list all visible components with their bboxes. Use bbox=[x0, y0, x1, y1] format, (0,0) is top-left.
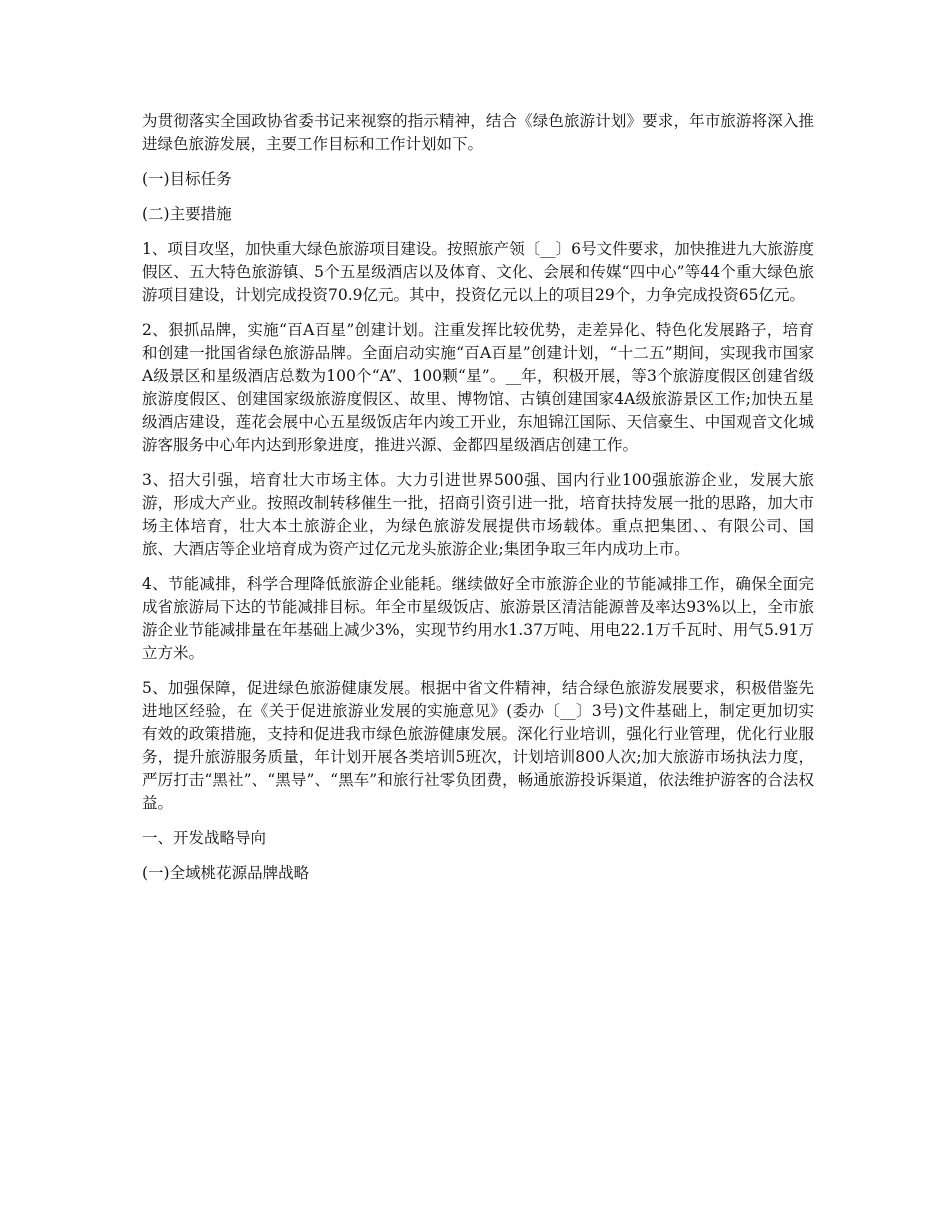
intro-paragraph: 为贯彻落实全国政协省委书记来视察的指示精神，结合《绿色旅游计划》要求，年市旅游将深入推进绿色旅游发展，主要工作目标和工作计划如下。 bbox=[142, 112, 814, 153]
heading-target-tasks: (一)目标任务 bbox=[142, 170, 232, 188]
document-body bbox=[142, 110, 814, 897]
measure-paragraph-5: 5、加强保障，促进绿色旅游健康发展。根据中省文件精神，结合绿色旅游发展要求，积极借鉴先进地区经验，在《关于促进旅游业发展的实施意见》(委办〔__〕3号)文件基础上，制定更加切实有效的政策措施，支持和促进我市绿色旅游健康发展。深化行业培训，强化行业管理，优化行业服务，提升旅游服务质量，年计划开展各类培训5班次，计划培训800人次;加大旅游市场执法力度，严厉打击“黑社”、“黑导”、“黑车”和旅行社零负团费，畅通旅游投诉渠道，依法维护游客的合法权益。 bbox=[142, 679, 814, 812]
measure-paragraph-3: 3、招大引强，培育壮大市场主体。大力引进世界500强、国内行业100强旅游企业，发展大旅游，形成大产业。按照改制转移催生一批，招商引资引进一批，培育扶持发展一批的思路，加大市场主体培育，壮大本土旅游企业，为绿色旅游发展提供市场载体。重点把集团、、有限公司、国旅、大酒店等企业培育成为资产过亿元龙头旅游企业;集团争取三年内成功上市。 bbox=[142, 471, 814, 558]
heading-development-strategy: 一、开发战略导向 bbox=[142, 829, 267, 847]
heading-brand-strategy: (一)全域桃花源品牌战略 bbox=[142, 864, 310, 882]
measure-paragraph-1: 1、项目攻坚，加快重大绿色旅游项目建设。按照旅产领〔__〕6号文件要求，加快推进九大旅游度假区、五大特色旅游镇、5个五星级酒店以及体育、文化、会展和传媒“四中心”等44个重大绿色旅游项目建设，计划完成投资70.9亿元。其中，投资亿元以上的项目29个，力争完成投资65亿元。 bbox=[142, 240, 814, 304]
heading-main-measures: (二)主要措施 bbox=[142, 205, 232, 223]
measure-paragraph-4: 4、节能减排，科学合理降低旅游企业能耗。继续做好全市旅游企业的节能减排工作，确保全面完成省旅游局下达的节能减排目标。年全市星级饭店、旅游景区清洁能源普及率达93%以上，全市旅游企业节能减排量在年基础上减少3%，实现节约用水1.37万吨、用电22.1万千瓦时、用气5.91万立方米。 bbox=[142, 575, 814, 662]
measure-paragraph-2: 2、狠抓品牌，实施“百A百星”创建计划。注重发挥比较优势，走差异化、特色化发展路子，培育和创建一批国省绿色旅游品牌。全面启动实施“百A百星”创建计划，“十二五”期间，实现我市国家A级景区和星级酒店总数为100个“A”、100颗“星”。__年，积极开展，等3个旅游度假区创建省级旅游度假区、创建国家级旅游度假区、故里、博物馆、古镇创建国家4A级旅游景区工作;加快五星级酒店建设，莲花会展中心五星级饭店年内竣工开业，东旭锦江国际、天信豪生、中国观音文化城游客服务中心年内达到形象进度，推进兴源、金都四星级酒店创建工作。 bbox=[142, 321, 814, 454]
